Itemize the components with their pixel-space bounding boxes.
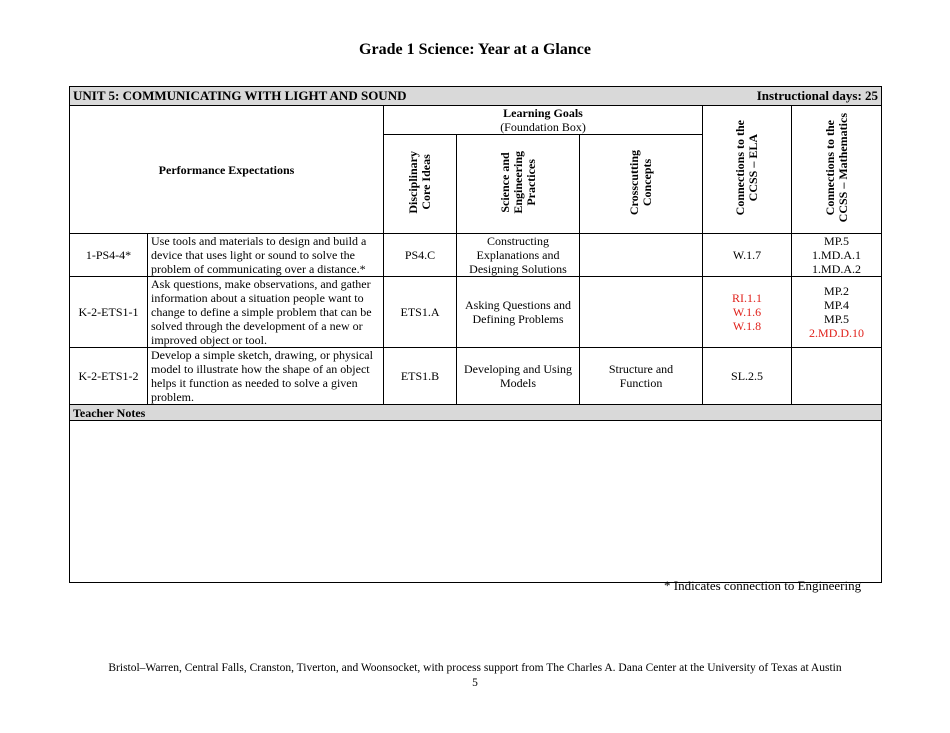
ccc-cell: Structure and Function	[580, 348, 703, 405]
sep-cell: Asking Questions and Defining Problems	[457, 277, 580, 348]
performance-expectations-header: Performance Expectations	[70, 106, 384, 234]
dci-cell: PS4.C	[384, 234, 457, 277]
pe-code: K-2-ETS1-2	[70, 348, 148, 405]
document-title: Grade 1 Science: Year at a Glance	[359, 41, 591, 58]
unit-banner	[70, 87, 882, 106]
engineering-footnote: * Indicates connection to Engineering	[664, 578, 862, 593]
learning-goals-header	[384, 106, 703, 135]
ela-cell: RI.1.1 W.1.6 W.1.8	[703, 277, 792, 348]
page-footer: Bristol–Warren, Central Falls, Cranston, Tiverton, and Woonsocket, with process support from The Charles A. Dana Center at the University of Texas at Austin	[108, 662, 842, 674]
math-cell	[792, 348, 882, 405]
ela-cell: W.1.7	[703, 234, 792, 277]
foundation-box-label: (Foundation Box)	[500, 120, 586, 134]
ccc-header: Crosscutting Concepts	[580, 135, 703, 234]
math-cell: MP.2 MP.4 MP.5 2.MD.D.10	[792, 277, 882, 348]
dci-cell: ETS1.B	[384, 348, 457, 405]
page-number: 5	[472, 677, 478, 689]
sep-header: Science and Engineering Practices	[457, 135, 580, 234]
table-row	[70, 234, 882, 277]
learning-goals-label: Learning Goals	[503, 106, 583, 120]
pe-code: K-2-ETS1-1	[70, 277, 148, 348]
dci-header: Disciplinary Core Ideas	[384, 135, 457, 234]
unit-table	[69, 86, 882, 583]
teacher-notes-body	[70, 421, 882, 583]
pe-description: Develop a simple sketch, drawing, or physical model to illustrate how the shape of an object helps it function as needed to solve a given problem.	[148, 348, 384, 405]
ela-header: Connections to the CCSS – ELA	[703, 106, 792, 234]
unit-title: UNIT 5: COMMUNICATING WITH LIGHT AND SOUND	[70, 87, 703, 106]
ccc-cell	[580, 234, 703, 277]
pe-code: 1-PS4-4*	[70, 234, 148, 277]
pe-description: Use tools and materials to design and build a device that uses light or sound to solve the problem of communicating over a distance.*	[148, 234, 384, 277]
table-row	[70, 277, 882, 348]
dci-cell: ETS1.A	[384, 277, 457, 348]
teacher-notes-label: Teacher Notes	[70, 405, 882, 421]
math-header: Connections to the CCSS – Mathematics	[792, 106, 882, 234]
table-row	[70, 348, 882, 405]
sep-cell: Developing and Using Models	[457, 348, 580, 405]
sep-cell: Constructing Explanations and Designing Solutions	[457, 234, 580, 277]
teacher-notes-area	[70, 421, 882, 583]
instructional-days: Instructional days: 25	[703, 87, 882, 106]
pe-description: Ask questions, make observations, and gather information about a situation people want to change to define a simple problem that can be solved through the development of a new or improved object or tool.	[148, 277, 384, 348]
ccc-cell	[580, 277, 703, 348]
math-cell: MP.5 1.MD.A.1 1.MD.A.2	[792, 234, 882, 277]
ela-cell: SL.2.5	[703, 348, 792, 405]
teacher-notes-header	[70, 405, 882, 421]
header-row-1	[70, 106, 882, 135]
